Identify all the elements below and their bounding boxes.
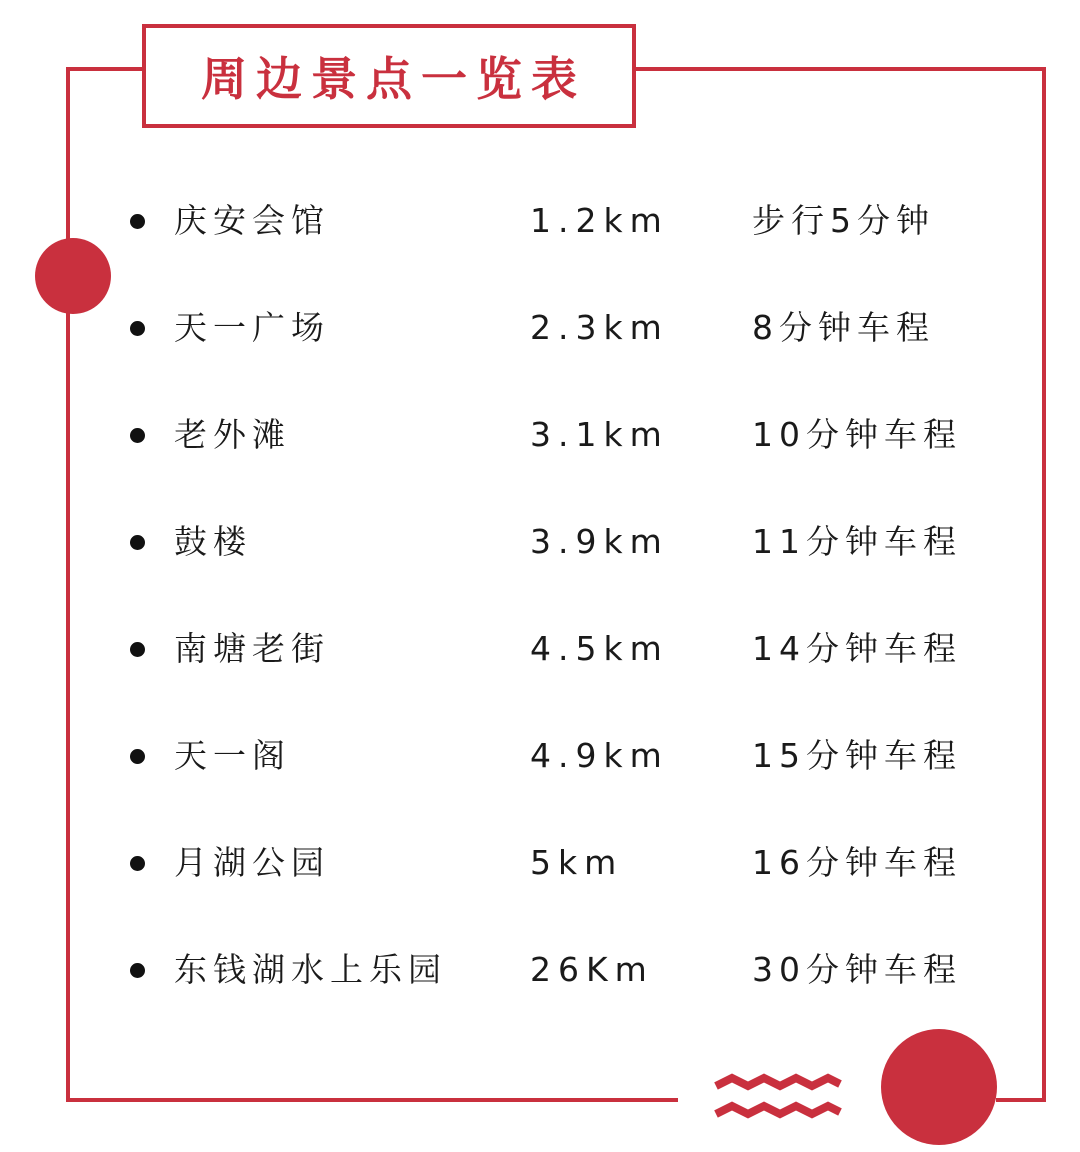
attraction-name: 天一广场 <box>174 308 330 347</box>
attraction-name: 老外滩 <box>174 415 291 454</box>
attraction-distance: 1.2km <box>530 201 669 240</box>
bullet-dot <box>130 856 145 871</box>
page-title: 周边景点一览表 <box>201 52 586 106</box>
attraction-name: 鼓楼 <box>174 522 252 561</box>
list-item <box>0 489 1080 596</box>
attraction-name: 庆安会馆 <box>174 201 330 240</box>
attraction-travel-time: 30分钟车程 <box>752 950 962 989</box>
bullet-dot <box>130 214 145 229</box>
attraction-travel-time: 15分钟车程 <box>752 736 962 775</box>
attraction-distance: 2.3km <box>530 308 669 347</box>
attraction-distance: 4.5km <box>530 629 669 668</box>
attraction-distance: 26Km <box>530 950 654 989</box>
list-item <box>0 382 1080 489</box>
list-item <box>0 168 1080 275</box>
attraction-name: 天一阁 <box>174 736 291 775</box>
bottom-right-decor-circle <box>881 1029 997 1145</box>
attraction-list <box>0 168 1080 1024</box>
title-box <box>142 24 636 128</box>
bullet-dot <box>130 642 145 657</box>
attraction-distance: 3.9km <box>530 522 669 561</box>
bullet-dot <box>130 535 145 550</box>
zigzag-wave-bottom <box>716 1106 840 1114</box>
list-item <box>0 596 1080 703</box>
attraction-travel-time: 10分钟车程 <box>752 415 962 454</box>
bullet-dot <box>130 963 145 978</box>
attraction-travel-time: 16分钟车程 <box>752 843 962 882</box>
bullet-dot <box>130 749 145 764</box>
attraction-name: 南塘老街 <box>174 629 330 668</box>
bullet-dot <box>130 321 145 336</box>
list-item <box>0 810 1080 917</box>
list-item <box>0 275 1080 382</box>
attraction-distance: 3.1km <box>530 415 669 454</box>
list-item <box>0 703 1080 810</box>
zigzag-wave-top <box>716 1078 840 1086</box>
attraction-travel-time: 11分钟车程 <box>752 522 962 561</box>
attraction-distance: 5km <box>530 843 624 882</box>
attraction-distance: 4.9km <box>530 736 669 775</box>
attraction-travel-time: 8分钟车程 <box>752 308 935 347</box>
attraction-name: 月湖公园 <box>174 843 330 882</box>
bullet-dot <box>130 428 145 443</box>
attraction-travel-time: 步行5分钟 <box>752 201 935 240</box>
attraction-name: 东钱湖水上乐园 <box>174 950 447 989</box>
attraction-travel-time: 14分钟车程 <box>752 629 962 668</box>
list-item <box>0 917 1080 1024</box>
